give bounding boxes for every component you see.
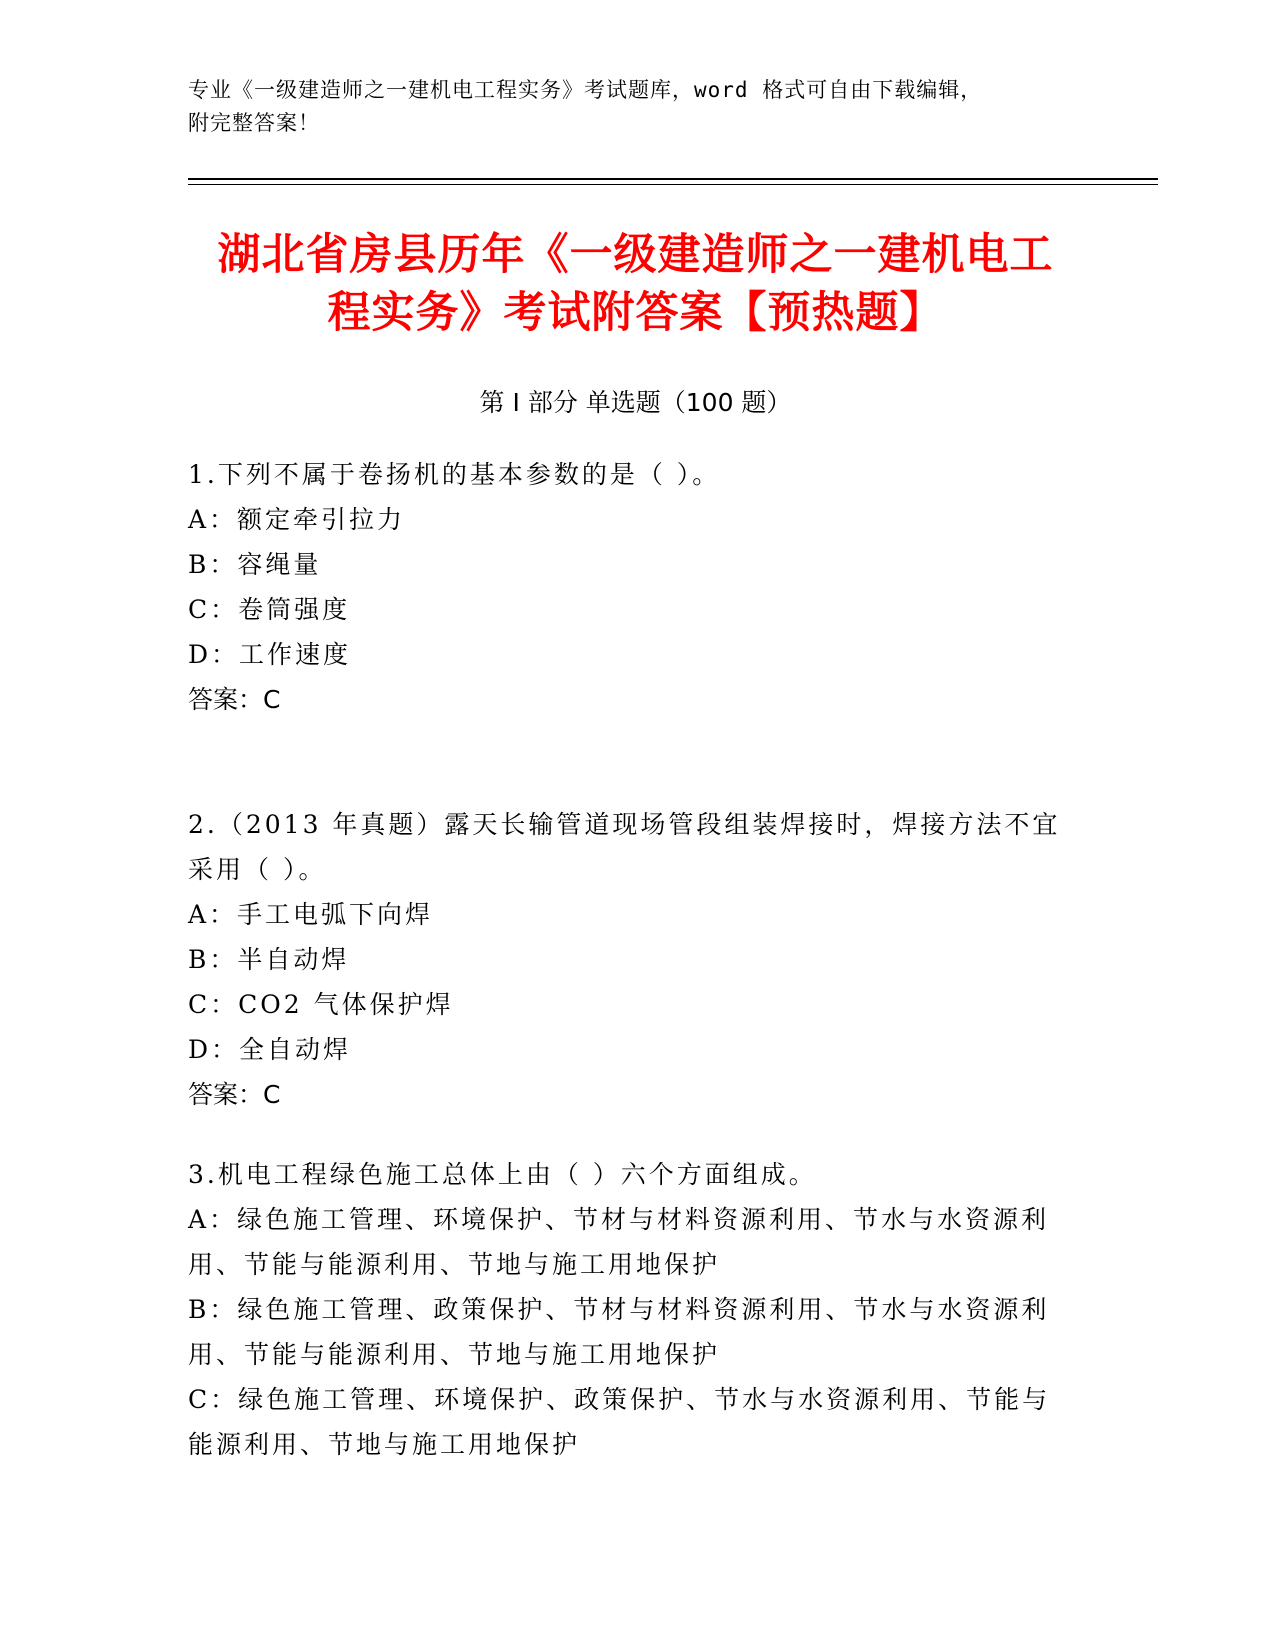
- option-c: C：卷筒强度: [188, 595, 351, 624]
- answer-label: 答案：C: [188, 1080, 281, 1109]
- option-a: A：绿色施工管理、环境保护、节材与材料资源利用、节水与水资源利: [188, 1205, 1050, 1234]
- option-a-continued: 用、节能与能源利用、节地与施工用地保护: [188, 1250, 721, 1279]
- header-divider-thick: [188, 178, 1158, 180]
- title-line: 程实务》考试附答案【预热题】: [327, 288, 944, 338]
- option-b: B：半自动焊: [188, 945, 350, 974]
- section-heading: 第 I 部分 单选题（100 题）: [479, 388, 792, 417]
- header-note-line: 专业《一级建造师之一建机电工程实务》考试题库，word 格式可自由下载编辑，: [188, 78, 983, 102]
- option-d: D：工作速度: [188, 640, 352, 669]
- header-divider-thin: [188, 184, 1158, 185]
- option-b: B：绿色施工管理、政策保护、节材与材料资源利用、节水与水资源利: [188, 1295, 1050, 1324]
- question-3: [188, 1152, 1088, 1467]
- option-b: B：容绳量: [188, 550, 322, 579]
- option-b-continued: 用、节能与能源利用、节地与施工用地保护: [188, 1340, 721, 1369]
- answer-label: 答案：C: [188, 685, 281, 714]
- question-2: [188, 802, 1088, 1117]
- question-stem: 1.下列不属于卷扬机的基本参数的是（ ）。: [188, 460, 721, 489]
- option-c-continued: 能源利用、节地与施工用地保护: [188, 1430, 581, 1459]
- question-stem: 3.机电工程绿色施工总体上由（ ）六个方面组成。: [188, 1160, 817, 1189]
- header-note: [188, 74, 1088, 140]
- option-d: D：全自动焊: [188, 1035, 352, 1064]
- option-a: A：手工电弧下向焊: [188, 900, 434, 929]
- header-note-line: 附完整答案！: [188, 111, 320, 135]
- question-1: [188, 452, 1088, 722]
- option-a: A：额定牵引拉力: [188, 505, 406, 534]
- title-line: 湖北省房县历年《一级建造师之一建机电工: [217, 230, 1054, 280]
- option-c: C：绿色施工管理、环境保护、政策保护、节水与水资源利用、节能与: [188, 1385, 1051, 1414]
- question-stem: 2.（2013 年真题）露天长输管道现场管段组装焊接时，焊接方法不宜: [188, 810, 1061, 839]
- document-title: [188, 226, 1083, 342]
- option-c: C：CO2 气体保护焊: [188, 990, 454, 1019]
- question-stem-continued: 采用（ ）。: [188, 855, 327, 884]
